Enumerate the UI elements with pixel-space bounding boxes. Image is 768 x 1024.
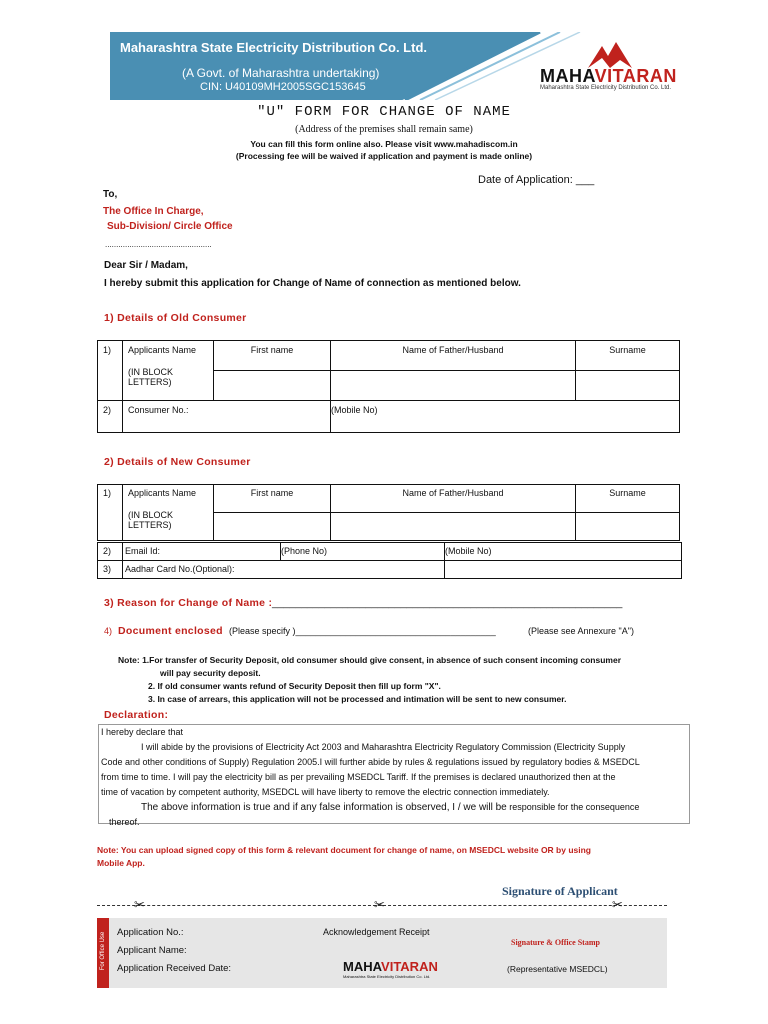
form-subtitle: (Address of the premises shall remain same) (295, 124, 473, 135)
document-number: 4) (104, 626, 113, 636)
new-mobile-field[interactable]: (Mobile No) (445, 543, 682, 561)
phone-field[interactable]: (Phone No) (281, 543, 445, 561)
new-surname-field[interactable] (576, 513, 680, 541)
to-label: To, (103, 189, 118, 200)
acknowledgement-receipt (97, 918, 667, 988)
signature-of-applicant: Signature of Applicant (502, 884, 618, 898)
old-consumer-table (97, 340, 680, 433)
receipt-logo-subtext: Maharashtra State Electricity Distribution Co. Ltd. (343, 974, 431, 979)
row-number: 3) (98, 561, 123, 579)
cin-number: CIN: U40109MH2005SGC153645 (200, 81, 366, 93)
new-consumer-heading: 2) Details of New Consumer (104, 456, 251, 468)
application-date-label: Application Received Date: (117, 963, 232, 974)
upload-note-line-2: Mobile App. (97, 858, 145, 868)
receipt-logo: MAHAVITARAN (343, 959, 438, 974)
scissors-icon: ✂ (134, 897, 145, 912)
logo-text: MAHAVITARAN (540, 66, 677, 86)
office-stamp-label: Signature & Office Stamp (511, 938, 600, 947)
applicant-name-label: Applicants Name (IN BLOCK LETTERS) (123, 485, 214, 541)
new-first-name-field[interactable] (214, 513, 331, 541)
document-enclosed-label: Document enclosed (118, 625, 223, 637)
representative-label: (Representative MSEDCL) (507, 964, 608, 974)
date-of-application: Date of Application: ___ (478, 174, 595, 186)
scissors-icon: ✂ (612, 897, 623, 912)
acknowledgement-title: Acknowledgement Receipt (323, 927, 430, 937)
intro-text: I hereby submit this application for Change of Name of connection as mentioned below. (104, 278, 521, 289)
email-field[interactable]: Email Id: (123, 543, 281, 561)
reason-label: 3) Reason for Change of Name : (104, 597, 273, 609)
document-specify-line[interactable]: (Please specify )________________________________________ (229, 626, 496, 636)
first-name-header: First name (214, 341, 331, 371)
declaration-box (98, 724, 690, 827)
declaration-text: I hereby declare that I will abide by the provisions of Electricity Act 2003 and Maharashtra Electricity Regulatory Commission (Electricity Supply Code and other conditions of Supply) Regulation 2005.I will further abide by rules & regulations issued by regulatory bodies & MSEDCL from time to time. I will pay the electricity bill as per prevailing MSEDCL Tariff. If the premises is declared unauthorized then at the time of vacation by competent authority, MSEDCL will have liberty to remove the electric connection immediately. The above information is true and if any false information is observed, I / we will be responsible for the consequence thereof. (101, 727, 640, 827)
new-consumer-table (97, 484, 680, 541)
consumer-no-field[interactable]: Consumer No.: (123, 401, 331, 433)
declaration-heading: Declaration: (104, 709, 169, 721)
note-2: 2. If old consumer wants refund of Security Deposit then fill up form "X". (148, 681, 441, 691)
govt-undertaking: (A Govt. of Maharashtra undertaking) (182, 66, 380, 80)
office-dots: ................................................ (105, 240, 212, 249)
upload-note-line-1: Note: You can upload signed copy of this form & relevant document for change of name, on MSEDCL website OR by using (97, 845, 592, 855)
father-name-header: Name of Father/Husband (331, 485, 576, 513)
old-mobile-field[interactable]: (Mobile No) (331, 401, 680, 433)
applicant-name-label: Applicant Name: (117, 945, 187, 956)
row-number: 2) (98, 401, 123, 433)
applicant-name-label: Applicants Name (IN BLOCK LETTERS) (123, 341, 214, 401)
reason-input-line[interactable]: ____________________________________________________________ (272, 597, 623, 609)
fee-note: (Processing fee will be waived if application and payment is made online) (235, 151, 533, 161)
aadhar-field[interactable]: Aadhar Card No.(Optional): (123, 561, 445, 579)
salutation: Dear Sir / Madam, (104, 260, 188, 271)
annexure-note: (Please see Annexure "A") (528, 626, 634, 636)
scissors-icon: ✂ (374, 897, 385, 912)
aadhar-extra-cell[interactable] (445, 561, 682, 579)
old-first-name-field[interactable] (214, 371, 331, 401)
surname-header: Surname (576, 341, 680, 371)
note-3: 3. In case of arrears, this application will not be processed and intimation will be sent to new consumer. (148, 694, 567, 704)
old-father-name-field[interactable] (331, 371, 576, 401)
form-title: "U" FORM FOR CHANGE OF NAME (257, 104, 511, 120)
logo-subtext: Maharashtra State Electricity Distribution Co. Ltd. (540, 85, 672, 91)
note-1: Note: 1.For transfer of Security Deposit, old consumer should give consent, in absence of such consent incoming consumer (118, 655, 622, 665)
note-1-continued: will pay security deposit. (160, 668, 261, 678)
first-name-header: First name (214, 485, 331, 513)
surname-header: Surname (576, 485, 680, 513)
old-surname-field[interactable] (576, 371, 680, 401)
office-in-charge: The Office In Charge, (103, 206, 204, 217)
old-consumer-heading: 1) Details of Old Consumer (104, 312, 247, 324)
row-number: 1) (98, 341, 123, 401)
row-number: 1) (98, 485, 123, 541)
sub-division-office: Sub-Division/ Circle Office (107, 221, 233, 232)
office-use-label: For Office Use (100, 931, 106, 971)
online-note: You can fill this form online also. Please visit www.mahadiscom.in (250, 139, 518, 149)
new-consumer-contact-table (97, 542, 682, 579)
application-no-label: Application No.: (117, 927, 184, 938)
father-name-header: Name of Father/Husband (331, 341, 576, 371)
company-name: Maharashtra State Electricity Distribution Co. Ltd. (120, 40, 427, 55)
row-number: 2) (98, 543, 123, 561)
new-father-name-field[interactable] (331, 513, 576, 541)
